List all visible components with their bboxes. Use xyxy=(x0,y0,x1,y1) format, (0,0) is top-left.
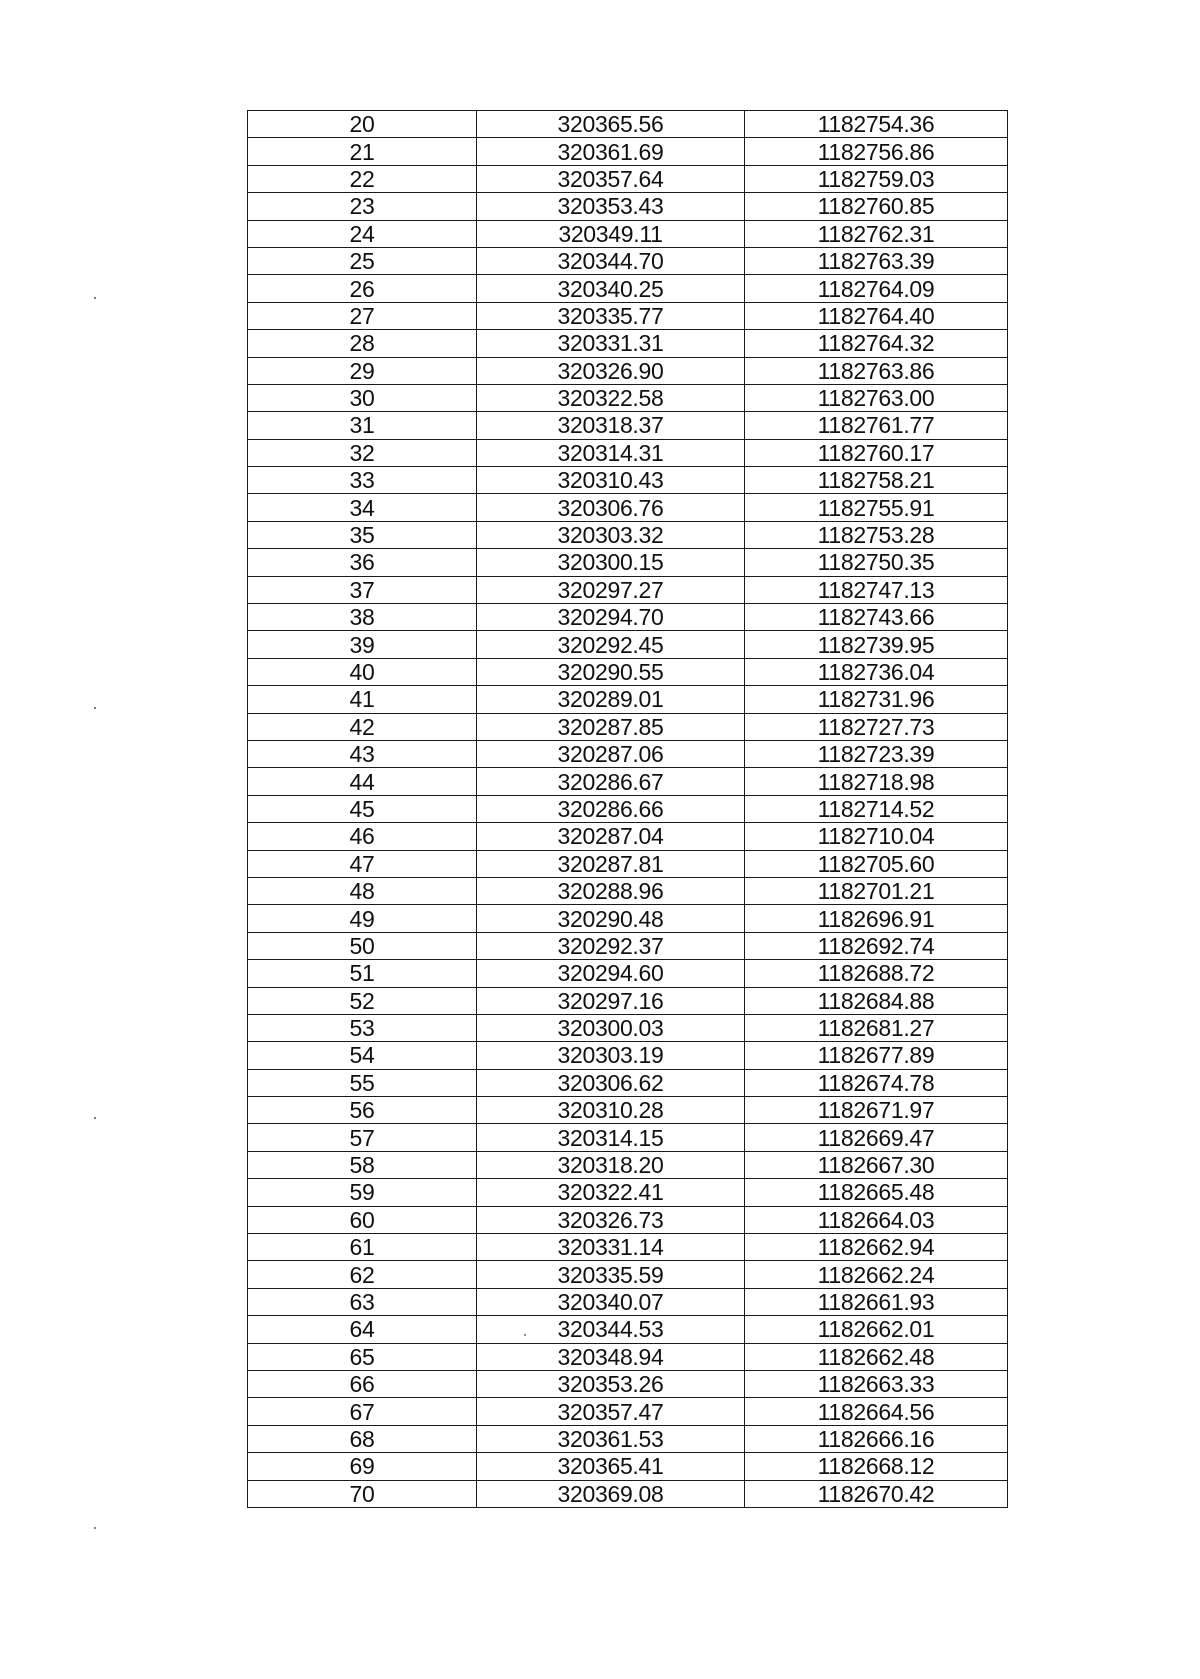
point-number-cell: 57 xyxy=(248,1124,477,1151)
x-coordinate-cell: 320353.26 xyxy=(477,1370,745,1397)
x-coordinate-cell: 320322.58 xyxy=(477,384,745,411)
point-number-cell: 27 xyxy=(248,302,477,329)
point-number-cell: 28 xyxy=(248,330,477,357)
y-coordinate-cell: 1182718.98 xyxy=(745,768,1008,795)
table-row xyxy=(248,740,1008,767)
y-coordinate-cell: 1182674.78 xyxy=(745,1069,1008,1096)
y-coordinate-cell: 1182753.28 xyxy=(745,521,1008,548)
x-coordinate-cell: 320326.73 xyxy=(477,1206,745,1233)
point-number-cell: 25 xyxy=(248,247,477,274)
table-row xyxy=(248,932,1008,959)
point-number-cell: 24 xyxy=(248,220,477,247)
table-row xyxy=(248,713,1008,740)
table-row xyxy=(248,1179,1008,1206)
point-number-cell: 61 xyxy=(248,1234,477,1261)
table-row xyxy=(248,1234,1008,1261)
x-coordinate-cell: 320292.37 xyxy=(477,932,745,959)
x-coordinate-cell: 320297.16 xyxy=(477,987,745,1014)
table-row xyxy=(248,1042,1008,1069)
y-coordinate-cell: 1182764.40 xyxy=(745,302,1008,329)
table-row xyxy=(248,1206,1008,1233)
point-number-cell: 42 xyxy=(248,713,477,740)
x-coordinate-cell: 320357.47 xyxy=(477,1398,745,1425)
point-number-cell: 29 xyxy=(248,357,477,384)
y-coordinate-cell: 1182743.66 xyxy=(745,604,1008,631)
x-coordinate-cell: 320322.41 xyxy=(477,1179,745,1206)
point-number-cell: 55 xyxy=(248,1069,477,1096)
y-coordinate-cell: 1182696.91 xyxy=(745,905,1008,932)
point-number-cell: 66 xyxy=(248,1370,477,1397)
x-coordinate-cell: 320294.70 xyxy=(477,604,745,631)
table-row xyxy=(248,1014,1008,1041)
point-number-cell: 70 xyxy=(248,1480,477,1507)
x-coordinate-cell: 320292.45 xyxy=(477,631,745,658)
y-coordinate-cell: 1182671.97 xyxy=(745,1097,1008,1124)
x-coordinate-cell: 320365.56 xyxy=(477,111,745,138)
table-row xyxy=(248,220,1008,247)
table-row xyxy=(248,111,1008,138)
x-coordinate-cell: 320331.31 xyxy=(477,330,745,357)
margin-mark xyxy=(94,297,96,299)
y-coordinate-cell: 1182668.12 xyxy=(745,1453,1008,1480)
point-number-cell: 33 xyxy=(248,467,477,494)
x-coordinate-cell: 320306.76 xyxy=(477,494,745,521)
x-coordinate-cell: 320286.67 xyxy=(477,768,745,795)
table-row xyxy=(248,247,1008,274)
table-row xyxy=(248,1288,1008,1315)
table-row xyxy=(248,1370,1008,1397)
x-coordinate-cell: 320287.81 xyxy=(477,850,745,877)
point-number-cell: 20 xyxy=(248,111,477,138)
point-number-cell: 21 xyxy=(248,138,477,165)
table-row xyxy=(248,439,1008,466)
x-coordinate-cell: 320290.55 xyxy=(477,658,745,685)
y-coordinate-cell: 1182664.03 xyxy=(745,1206,1008,1233)
point-number-cell: 43 xyxy=(248,740,477,767)
x-coordinate-cell: 320294.60 xyxy=(477,960,745,987)
point-number-cell: 44 xyxy=(248,768,477,795)
y-coordinate-cell: 1182666.16 xyxy=(745,1425,1008,1452)
point-number-cell: 51 xyxy=(248,960,477,987)
point-number-cell: 53 xyxy=(248,1014,477,1041)
x-coordinate-cell: 320289.01 xyxy=(477,686,745,713)
y-coordinate-cell: 1182661.93 xyxy=(745,1288,1008,1315)
y-coordinate-cell: 1182670.42 xyxy=(745,1480,1008,1507)
table-row xyxy=(248,686,1008,713)
table-row xyxy=(248,1453,1008,1480)
x-coordinate-cell: 320365.41 xyxy=(477,1453,745,1480)
table-row xyxy=(248,850,1008,877)
point-number-cell: 65 xyxy=(248,1343,477,1370)
x-coordinate-cell: 320297.27 xyxy=(477,576,745,603)
table-row xyxy=(248,1425,1008,1452)
point-number-cell: 68 xyxy=(248,1425,477,1452)
y-coordinate-cell: 1182665.48 xyxy=(745,1179,1008,1206)
point-number-cell: 46 xyxy=(248,823,477,850)
point-number-cell: 32 xyxy=(248,439,477,466)
y-coordinate-cell: 1182723.39 xyxy=(745,740,1008,767)
y-coordinate-cell: 1182692.74 xyxy=(745,932,1008,959)
x-coordinate-cell: 320314.15 xyxy=(477,1124,745,1151)
table-row xyxy=(248,330,1008,357)
table-row xyxy=(248,1097,1008,1124)
y-coordinate-cell: 1182688.72 xyxy=(745,960,1008,987)
x-coordinate-cell: 320287.04 xyxy=(477,823,745,850)
x-coordinate-cell: 320287.06 xyxy=(477,740,745,767)
x-coordinate-cell: 320331.14 xyxy=(477,1234,745,1261)
point-number-cell: 47 xyxy=(248,850,477,877)
y-coordinate-cell: 1182727.73 xyxy=(745,713,1008,740)
table-row xyxy=(248,960,1008,987)
table-row xyxy=(248,576,1008,603)
x-coordinate-cell: 320286.66 xyxy=(477,795,745,822)
margin-mark xyxy=(94,1527,96,1529)
y-coordinate-cell: 1182764.09 xyxy=(745,275,1008,302)
y-coordinate-cell: 1182762.31 xyxy=(745,220,1008,247)
point-number-cell: 69 xyxy=(248,1453,477,1480)
table-row xyxy=(248,1480,1008,1507)
margin-mark xyxy=(94,707,96,709)
point-number-cell: 45 xyxy=(248,795,477,822)
table-row xyxy=(248,905,1008,932)
point-number-cell: 26 xyxy=(248,275,477,302)
y-coordinate-cell: 1182663.33 xyxy=(745,1370,1008,1397)
y-coordinate-cell: 1182739.95 xyxy=(745,631,1008,658)
y-coordinate-cell: 1182750.35 xyxy=(745,549,1008,576)
coordinate-table-body xyxy=(248,111,1008,1508)
x-coordinate-cell: 320314.31 xyxy=(477,439,745,466)
y-coordinate-cell: 1182662.48 xyxy=(745,1343,1008,1370)
coordinate-table xyxy=(247,110,1008,1508)
point-number-cell: 36 xyxy=(248,549,477,576)
table-row xyxy=(248,877,1008,904)
y-coordinate-cell: 1182714.52 xyxy=(745,795,1008,822)
y-coordinate-cell: 1182681.27 xyxy=(745,1014,1008,1041)
point-number-cell: 38 xyxy=(248,604,477,631)
y-coordinate-cell: 1182763.39 xyxy=(745,247,1008,274)
y-coordinate-cell: 1182701.21 xyxy=(745,877,1008,904)
x-coordinate-cell: 320303.19 xyxy=(477,1042,745,1069)
point-number-cell: 34 xyxy=(248,494,477,521)
point-number-cell: 50 xyxy=(248,932,477,959)
y-coordinate-cell: 1182758.21 xyxy=(745,467,1008,494)
y-coordinate-cell: 1182760.17 xyxy=(745,439,1008,466)
table-row xyxy=(248,1151,1008,1178)
point-number-cell: 31 xyxy=(248,412,477,439)
point-number-cell: 54 xyxy=(248,1042,477,1069)
table-row xyxy=(248,604,1008,631)
point-number-cell: 56 xyxy=(248,1097,477,1124)
table-row xyxy=(248,412,1008,439)
point-number-cell: 39 xyxy=(248,631,477,658)
point-number-cell: 30 xyxy=(248,384,477,411)
table-row xyxy=(248,631,1008,658)
point-number-cell: 67 xyxy=(248,1398,477,1425)
table-row xyxy=(248,138,1008,165)
point-number-cell: 49 xyxy=(248,905,477,932)
point-number-cell: 62 xyxy=(248,1261,477,1288)
y-coordinate-cell: 1182736.04 xyxy=(745,658,1008,685)
table-row xyxy=(248,384,1008,411)
x-coordinate-cell: 320340.25 xyxy=(477,275,745,302)
x-coordinate-cell: 320288.96 xyxy=(477,877,745,904)
y-coordinate-cell: 1182760.85 xyxy=(745,193,1008,220)
y-coordinate-cell: 1182684.88 xyxy=(745,987,1008,1014)
table-row xyxy=(248,1343,1008,1370)
x-coordinate-cell: 320318.20 xyxy=(477,1151,745,1178)
x-coordinate-cell: 320348.94 xyxy=(477,1343,745,1370)
y-coordinate-cell: 1182755.91 xyxy=(745,494,1008,521)
y-coordinate-cell: 1182705.60 xyxy=(745,850,1008,877)
point-number-cell: 40 xyxy=(248,658,477,685)
x-coordinate-cell: 320353.43 xyxy=(477,193,745,220)
x-coordinate-cell: 320306.62 xyxy=(477,1069,745,1096)
margin-mark xyxy=(94,1117,96,1119)
point-number-cell: 64 xyxy=(248,1316,477,1343)
table-row xyxy=(248,165,1008,192)
y-coordinate-cell: 1182754.36 xyxy=(745,111,1008,138)
x-coordinate-cell: 320349.11 xyxy=(477,220,745,247)
table-row xyxy=(248,357,1008,384)
x-coordinate-cell: 320310.28 xyxy=(477,1097,745,1124)
point-number-cell: 63 xyxy=(248,1288,477,1315)
table-row xyxy=(248,193,1008,220)
x-coordinate-cell: 320335.77 xyxy=(477,302,745,329)
y-coordinate-cell: 1182664.56 xyxy=(745,1398,1008,1425)
point-number-cell: 37 xyxy=(248,576,477,603)
x-coordinate-cell: 320344.70 xyxy=(477,247,745,274)
x-coordinate-cell: 320369.08 xyxy=(477,1480,745,1507)
y-coordinate-cell: 1182662.94 xyxy=(745,1234,1008,1261)
y-coordinate-cell: 1182763.00 xyxy=(745,384,1008,411)
table-row xyxy=(248,823,1008,850)
y-coordinate-cell: 1182759.03 xyxy=(745,165,1008,192)
table-row xyxy=(248,302,1008,329)
point-number-cell: 35 xyxy=(248,521,477,548)
table-row xyxy=(248,494,1008,521)
point-number-cell: 41 xyxy=(248,686,477,713)
x-coordinate-cell: 320290.48 xyxy=(477,905,745,932)
point-number-cell: 22 xyxy=(248,165,477,192)
table-row xyxy=(248,1316,1008,1343)
x-coordinate-cell: 320344.53 xyxy=(477,1316,745,1343)
table-row xyxy=(248,275,1008,302)
x-coordinate-cell: 320361.69 xyxy=(477,138,745,165)
point-number-cell: 58 xyxy=(248,1151,477,1178)
point-number-cell: 23 xyxy=(248,193,477,220)
x-coordinate-cell: 320357.64 xyxy=(477,165,745,192)
x-coordinate-cell: 320326.90 xyxy=(477,357,745,384)
table-row xyxy=(248,521,1008,548)
point-number-cell: 48 xyxy=(248,877,477,904)
y-coordinate-cell: 1182662.24 xyxy=(745,1261,1008,1288)
y-coordinate-cell: 1182764.32 xyxy=(745,330,1008,357)
y-coordinate-cell: 1182731.96 xyxy=(745,686,1008,713)
x-coordinate-cell: 320318.37 xyxy=(477,412,745,439)
x-coordinate-cell: 320287.85 xyxy=(477,713,745,740)
x-coordinate-cell: 320303.32 xyxy=(477,521,745,548)
table-row xyxy=(248,1261,1008,1288)
x-coordinate-cell: 320340.07 xyxy=(477,1288,745,1315)
x-coordinate-cell: 320335.59 xyxy=(477,1261,745,1288)
y-coordinate-cell: 1182669.47 xyxy=(745,1124,1008,1151)
x-coordinate-cell: 320300.15 xyxy=(477,549,745,576)
table-row xyxy=(248,795,1008,822)
point-number-cell: 59 xyxy=(248,1179,477,1206)
y-coordinate-cell: 1182756.86 xyxy=(745,138,1008,165)
table-row xyxy=(248,987,1008,1014)
table-row xyxy=(248,467,1008,494)
y-coordinate-cell: 1182662.01 xyxy=(745,1316,1008,1343)
table-row xyxy=(248,768,1008,795)
y-coordinate-cell: 1182747.13 xyxy=(745,576,1008,603)
point-number-cell: 60 xyxy=(248,1206,477,1233)
point-number-cell: 52 xyxy=(248,987,477,1014)
y-coordinate-cell: 1182677.89 xyxy=(745,1042,1008,1069)
table-row xyxy=(248,1069,1008,1096)
table-row xyxy=(248,1124,1008,1151)
table-row xyxy=(248,658,1008,685)
table-row xyxy=(248,1398,1008,1425)
x-coordinate-cell: 320361.53 xyxy=(477,1425,745,1452)
y-coordinate-cell: 1182710.04 xyxy=(745,823,1008,850)
y-coordinate-cell: 1182667.30 xyxy=(745,1151,1008,1178)
table-row xyxy=(248,549,1008,576)
y-coordinate-cell: 1182763.86 xyxy=(745,357,1008,384)
x-coordinate-cell: 320300.03 xyxy=(477,1014,745,1041)
x-coordinate-cell: 320310.43 xyxy=(477,467,745,494)
y-coordinate-cell: 1182761.77 xyxy=(745,412,1008,439)
